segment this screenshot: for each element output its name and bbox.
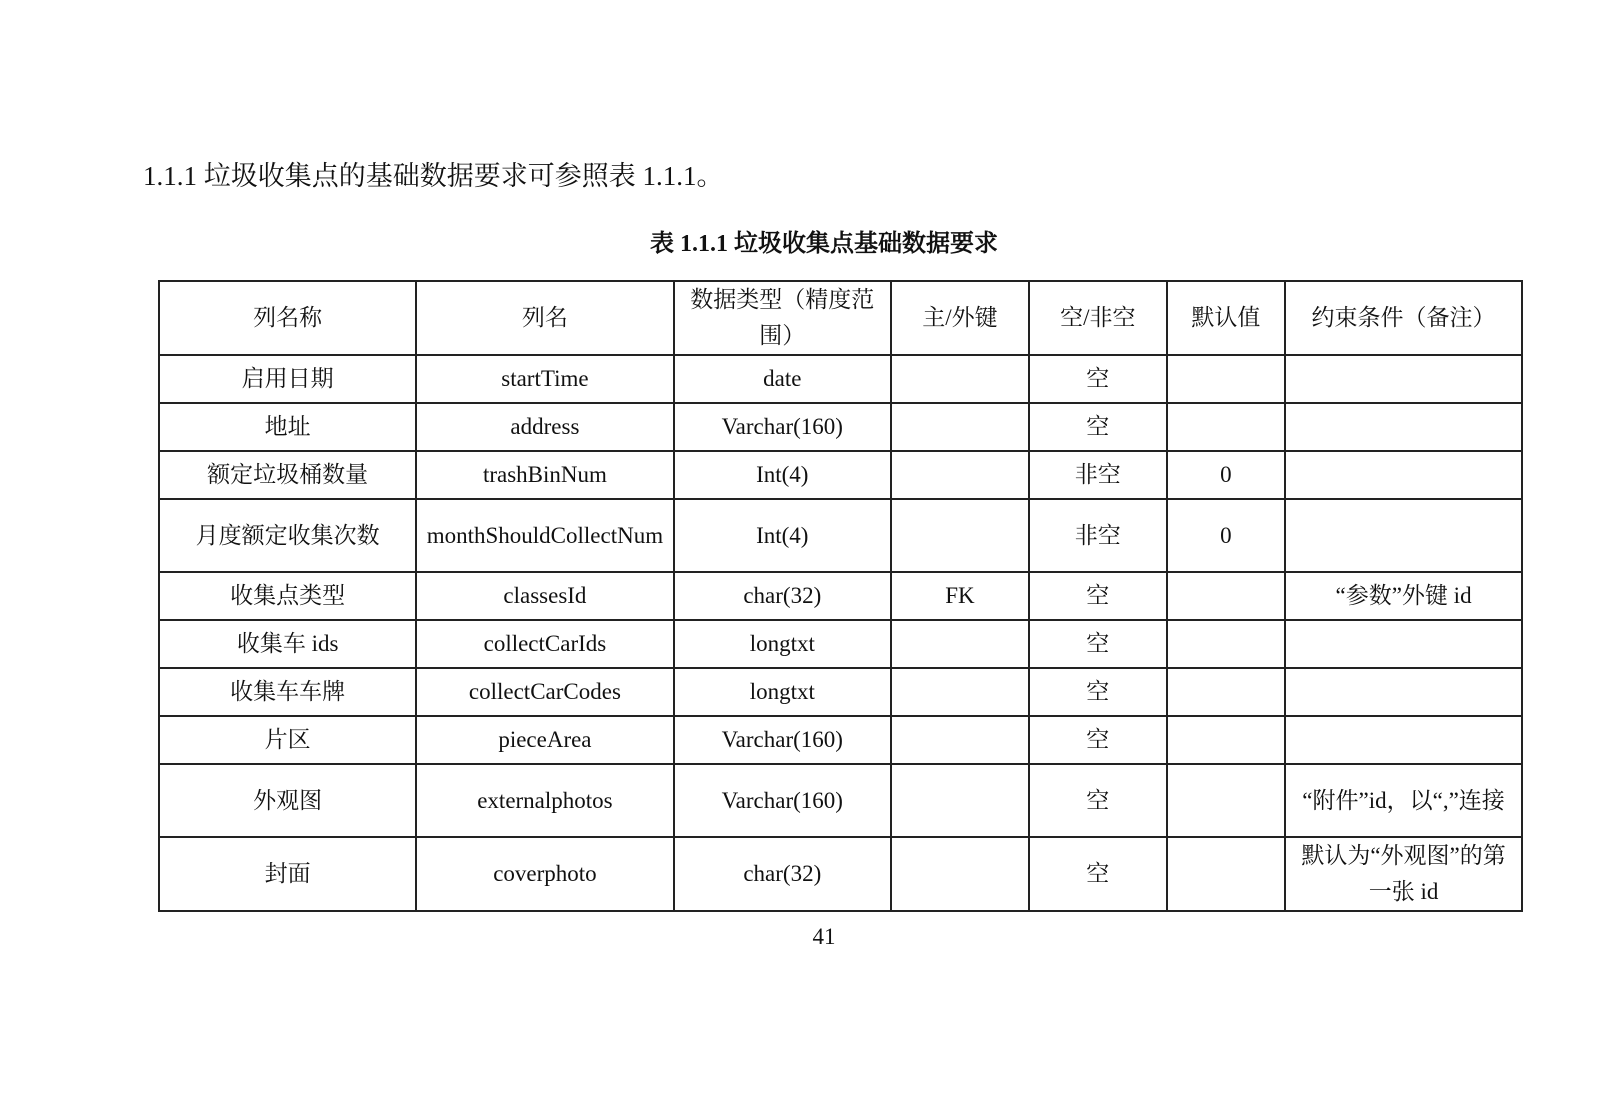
cell-display-name: 启用日期	[159, 355, 416, 403]
cell-data-type: char(32)	[674, 837, 891, 911]
page-number: 41	[812, 924, 836, 949]
cell-data-type: Varchar(160)	[674, 764, 891, 837]
cell-column-name: address	[416, 403, 673, 451]
cell-constraints	[1285, 403, 1522, 451]
cell-key	[891, 403, 1029, 451]
cell-constraints	[1285, 668, 1522, 716]
cell-default-value: 0	[1167, 451, 1285, 499]
cell-constraints: 默认为“外观图”的第一张 id	[1285, 837, 1522, 911]
cell-data-type: longtxt	[674, 668, 891, 716]
cell-nullable: 空	[1029, 620, 1167, 668]
cell-display-name: 收集车 ids	[159, 620, 416, 668]
data-requirements-table	[158, 280, 1523, 912]
cell-column-name: trashBinNum	[416, 451, 673, 499]
cell-display-name: 地址	[159, 403, 416, 451]
table-row	[159, 764, 1522, 837]
cell-display-name: 额定垃圾桶数量	[159, 451, 416, 499]
cell-column-name: pieceArea	[416, 716, 673, 764]
cell-display-name: 片区	[159, 716, 416, 764]
cell-column-name: externalphotos	[416, 764, 673, 837]
table-row	[159, 499, 1522, 572]
cell-key	[891, 499, 1029, 572]
table-row	[159, 668, 1522, 716]
cell-key	[891, 451, 1029, 499]
table-row	[159, 403, 1522, 451]
cell-constraints	[1285, 620, 1522, 668]
table-header-row	[159, 281, 1522, 355]
cell-nullable: 非空	[1029, 499, 1167, 572]
cell-column-name: monthShouldCollectNum	[416, 499, 673, 572]
table-row	[159, 451, 1522, 499]
cell-default-value	[1167, 620, 1285, 668]
cell-constraints	[1285, 716, 1522, 764]
cell-column-name: coverphoto	[416, 837, 673, 911]
cell-nullable: 空	[1029, 572, 1167, 620]
cell-default-value	[1167, 403, 1285, 451]
cell-key	[891, 620, 1029, 668]
cell-default-value	[1167, 716, 1285, 764]
cell-data-type: longtxt	[674, 620, 891, 668]
cell-column-name: collectCarCodes	[416, 668, 673, 716]
cell-nullable: 空	[1029, 837, 1167, 911]
cell-display-name: 月度额定收集次数	[159, 499, 416, 572]
header-nullable: 空/非空	[1029, 281, 1167, 355]
cell-default-value	[1167, 355, 1285, 403]
header-column-name: 列名	[416, 281, 673, 355]
cell-key	[891, 837, 1029, 911]
cell-key: FK	[891, 572, 1029, 620]
cell-display-name: 外观图	[159, 764, 416, 837]
table-row	[159, 837, 1522, 911]
cell-default-value: 0	[1167, 499, 1285, 572]
header-constraints: 约束条件（备注）	[1285, 281, 1522, 355]
cell-nullable: 空	[1029, 355, 1167, 403]
cell-data-type: date	[674, 355, 891, 403]
header-default-value: 默认值	[1167, 281, 1285, 355]
table-row	[159, 355, 1522, 403]
cell-default-value	[1167, 837, 1285, 911]
cell-data-type: char(32)	[674, 572, 891, 620]
cell-display-name: 收集点类型	[159, 572, 416, 620]
cell-constraints: “参数”外键 id	[1285, 572, 1522, 620]
cell-nullable: 空	[1029, 764, 1167, 837]
cell-constraints	[1285, 451, 1522, 499]
section-heading: 1.1.1 垃圾收集点的基础数据要求可参照表 1.1.1。	[143, 161, 724, 191]
cell-data-type: Varchar(160)	[674, 403, 891, 451]
cell-key	[891, 764, 1029, 837]
cell-nullable: 空	[1029, 668, 1167, 716]
table-caption: 表 1.1.1 垃圾收集点基础数据要求	[650, 231, 998, 257]
header-key: 主/外键	[891, 281, 1029, 355]
table-row	[159, 716, 1522, 764]
cell-column-name: startTime	[416, 355, 673, 403]
cell-default-value	[1167, 572, 1285, 620]
header-column-display-name: 列名称	[159, 281, 416, 355]
cell-constraints	[1285, 499, 1522, 572]
cell-column-name: collectCarIds	[416, 620, 673, 668]
cell-key	[891, 355, 1029, 403]
cell-data-type: Varchar(160)	[674, 716, 891, 764]
header-data-type: 数据类型（精度范围）	[674, 281, 891, 355]
cell-nullable: 非空	[1029, 451, 1167, 499]
cell-default-value	[1167, 764, 1285, 837]
table-row	[159, 572, 1522, 620]
cell-constraints: “附件”id，以“,”连接	[1285, 764, 1522, 837]
cell-display-name: 收集车车牌	[159, 668, 416, 716]
cell-default-value	[1167, 668, 1285, 716]
cell-constraints	[1285, 355, 1522, 403]
cell-key	[891, 668, 1029, 716]
table-row	[159, 620, 1522, 668]
cell-nullable: 空	[1029, 403, 1167, 451]
cell-data-type: Int(4)	[674, 451, 891, 499]
cell-nullable: 空	[1029, 716, 1167, 764]
cell-key	[891, 716, 1029, 764]
cell-display-name: 封面	[159, 837, 416, 911]
cell-data-type: Int(4)	[674, 499, 891, 572]
cell-column-name: classesId	[416, 572, 673, 620]
